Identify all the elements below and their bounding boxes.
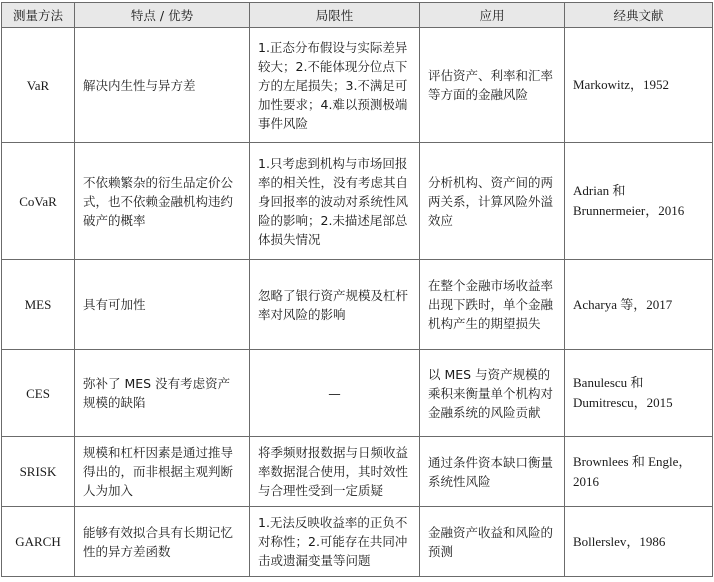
table-row-srisk — [2, 437, 713, 507]
cell-application: 分析机构、资产间的两两关系，计算风险外溢效应 — [420, 143, 565, 260]
cell-method: GARCH — [2, 507, 75, 577]
cell-literature: Adrian 和 Brunnermeier，2016 — [565, 143, 713, 260]
cell-application: 在整个金融市场收益率出现下跌时，单个金融机构产生的期望损失 — [420, 260, 565, 350]
cell-limitations: — — [250, 350, 420, 437]
cell-method: CES — [2, 350, 75, 437]
header-row — [2, 3, 713, 28]
table-row-garch — [2, 507, 713, 577]
header-method: 测量方法 — [2, 3, 75, 28]
header-literature: 经典文献 — [565, 3, 713, 28]
cell-limitations: 1.正态分布假设与实际差异较大；2.不能体现分位点下方的左尾损失；3.不满足可加性要求；4.难以预测极端事件风险 — [250, 28, 420, 143]
cell-features: 能够有效拟合具有长期记忆性的异方差函数 — [75, 507, 250, 577]
cell-limitations: 1.无法反映收益率的正负不对称性；2.可能存在共同冲击或遗漏变量等问题 — [250, 507, 420, 577]
cell-limitations: 将季频财报数据与日频收益率数据混合使用，其时效性与合理性受到一定质疑 — [250, 437, 420, 507]
cell-literature: Banulescu 和 Dumitrescu，2015 — [565, 350, 713, 437]
header-limitations: 局限性 — [250, 3, 420, 28]
cell-method: SRISK — [2, 437, 75, 507]
cell-limitations: 忽略了银行资产规模及杠杆率对风险的影响 — [250, 260, 420, 350]
cell-features: 弥补了 MES 没有考虑资产规模的缺陷 — [75, 350, 250, 437]
table-body — [2, 28, 713, 577]
cell-application: 以 MES 与资产规模的乘积来衡量单个机构对金融系统的风险贡献 — [420, 350, 565, 437]
cell-features: 具有可加性 — [75, 260, 250, 350]
risk-measures-table — [1, 2, 713, 577]
cell-application: 通过条件资本缺口衡量系统性风险 — [420, 437, 565, 507]
cell-method: MES — [2, 260, 75, 350]
cell-literature: Acharya 等，2017 — [565, 260, 713, 350]
table-header — [2, 3, 713, 28]
table-row-var — [2, 28, 713, 143]
cell-method: VaR — [2, 28, 75, 143]
header-application: 应用 — [420, 3, 565, 28]
cell-features: 不依赖繁杂的衍生品定价公式，也不依赖金融机构违约破产的概率 — [75, 143, 250, 260]
table-row-mes — [2, 260, 713, 350]
table-row-ces — [2, 350, 713, 437]
cell-literature: Brownlees 和 Engle，2016 — [565, 437, 713, 507]
cell-literature: Bollerslev，1986 — [565, 507, 713, 577]
cell-features: 规模和杠杆因素是通过推导得出的，而非根据主观判断人为加入 — [75, 437, 250, 507]
cell-method: CoVaR — [2, 143, 75, 260]
cell-literature: Markowitz，1952 — [565, 28, 713, 143]
cell-features: 解决内生性与异方差 — [75, 28, 250, 143]
header-features: 特点 / 优势 — [75, 3, 250, 28]
cell-application: 评估资产、利率和汇率等方面的金融风险 — [420, 28, 565, 143]
cell-application: 金融资产收益和风险的预测 — [420, 507, 565, 577]
table-row-covar — [2, 143, 713, 260]
cell-limitations: 1.只考虑到机构与市场回报率的相关性，没有考虑其自身回报率的波动对系统性风险的影响；2.未描述尾部总体损失情况 — [250, 143, 420, 260]
